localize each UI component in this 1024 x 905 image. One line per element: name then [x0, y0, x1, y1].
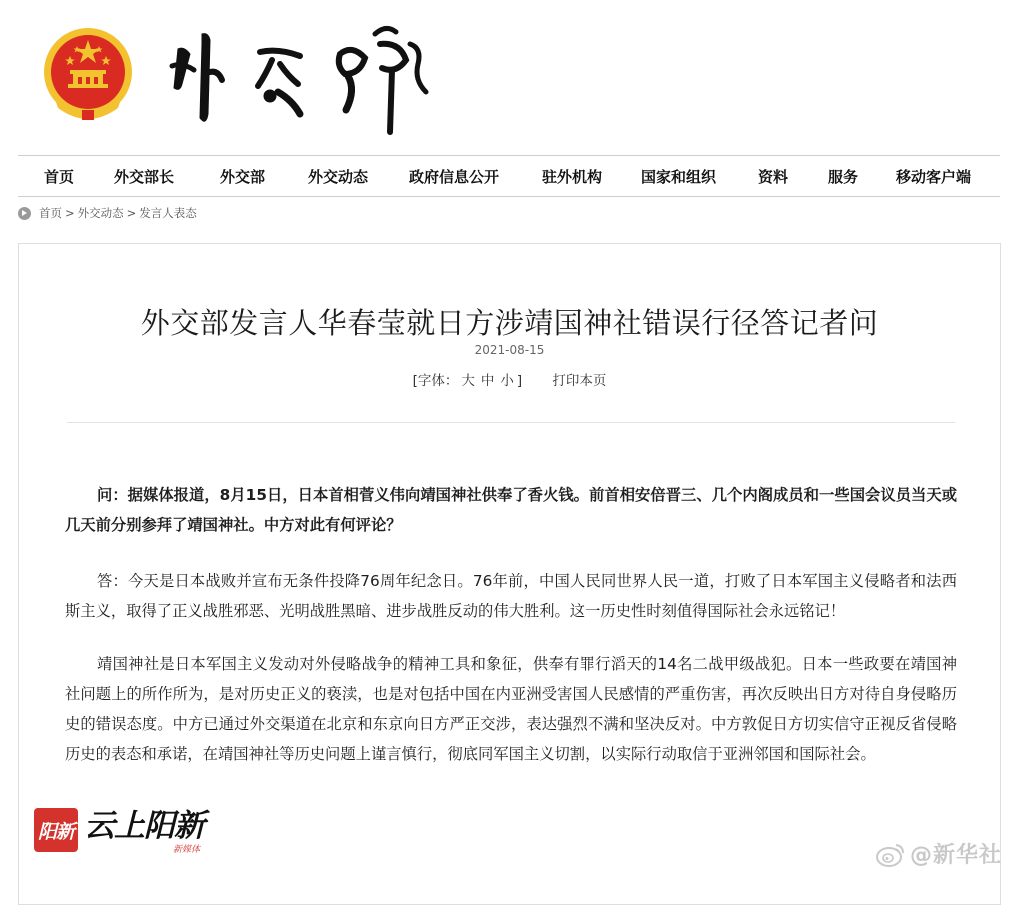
article-container [18, 243, 1001, 905]
main-nav [18, 155, 1000, 197]
article-date: 2021-08-15 [474, 343, 545, 357]
article-question-paragraph: 问：据媒体报道，8月15日，日本首相菅义伟向靖国神社供奉了香火钱。前首相安倍晋三、几个内阁成员和一些国会议员当天或几天前分别参拜了靖国神社。中方对此有何评论？ [65, 486, 957, 534]
font-size-large-button[interactable]: 大 [461, 373, 475, 389]
site-header [0, 0, 1024, 150]
nav-item-home[interactable]: 首页 [44, 168, 75, 186]
watermark-text-group [84, 808, 204, 855]
article-body-paragraph: 靖国神社是日本军国主义发动对外侵略战争的精神工具和象征，供奉有罪行滔天的14名二战甲级战犯。日本一些政要在靖国神社问题上的所作所为，是对历史正义的亵渎，也是对包括中国在内亚洲受害国人民感情的严重伤害，再次反映出日方对待自身侵略历史的错误态度。中方已通过外交渠道在北京和东京向日方严正交涉，表达强烈不满和坚决反对。中方敦促日方切实信守正视反省侵略历史的表态和承诺，在靖国神社等历史问题上谨言慎行，彻底同军国主义切割，以实际行动取信于亚洲邻国和国际社会。 [65, 655, 957, 763]
breadcrumb-diplomatic-news[interactable]: 外交动态 [77, 206, 124, 220]
weibo-icon [876, 839, 906, 869]
article-title: 外交部发言人华春莹就日方涉靖国神社错误行径答记者问 [140, 306, 879, 341]
xinhua-weibo-watermark [876, 838, 1002, 869]
font-size-medium-button[interactable]: 中 [480, 373, 495, 389]
national-emblem-icon[interactable] [42, 26, 134, 126]
divider [67, 422, 955, 423]
watermark-main-text: 云上阳新 [84, 808, 204, 844]
font-size-suffix: ] [516, 373, 523, 389]
print-page-button[interactable]: 打印本页 [552, 373, 607, 389]
font-size-small-button[interactable]: 小 [500, 373, 514, 389]
nav-item-services[interactable]: 服务 [828, 168, 859, 186]
article-answer-paragraph: 答：今天是日本战败并宣布无条件投降76周年纪念日。76年前，中国人民同世界人民一道，打败了日本军国主义侵略者和法西斯主义，取得了正义战胜邪恶、光明战胜黑暗、进步战胜反动的伟大胜利。这一历史性时刻值得国际社会永远铭记！ [65, 572, 957, 620]
mfa-calligraphy-logo[interactable] [160, 14, 440, 139]
nav-item-diplomatic-news[interactable]: 外交动态 [308, 168, 369, 186]
nav-item-countries-organizations[interactable]: 国家和组织 [641, 168, 717, 186]
breadcrumb-arrow-icon [18, 207, 31, 220]
nav-item-mobile-client[interactable]: 移动客户端 [896, 168, 972, 186]
nav-item-resources[interactable]: 资料 [758, 168, 789, 186]
breadcrumb-separator: > [126, 206, 137, 220]
nav-item-ministry[interactable]: 外交部 [220, 168, 266, 186]
yangxin-logo-icon: 阳新 [34, 808, 78, 852]
watermark-agency-text: @新华社 [910, 843, 1003, 868]
yunshang-yangxin-watermark [34, 808, 204, 855]
breadcrumb-home[interactable]: 首页 [39, 206, 62, 220]
nav-item-overseas-missions[interactable]: 驻外机构 [542, 168, 603, 186]
watermark-sub-text: 新媒体 [172, 845, 200, 855]
breadcrumb-separator: > [65, 206, 75, 220]
article-tools [19, 369, 1000, 389]
breadcrumb [18, 205, 197, 221]
nav-item-government-info[interactable]: 政府信息公开 [409, 168, 500, 186]
breadcrumb-spokesperson[interactable]: 发言人表态 [139, 206, 197, 220]
nav-item-foreign-minister[interactable]: 外交部长 [114, 168, 175, 186]
font-size-prefix: [字体： [412, 373, 459, 389]
